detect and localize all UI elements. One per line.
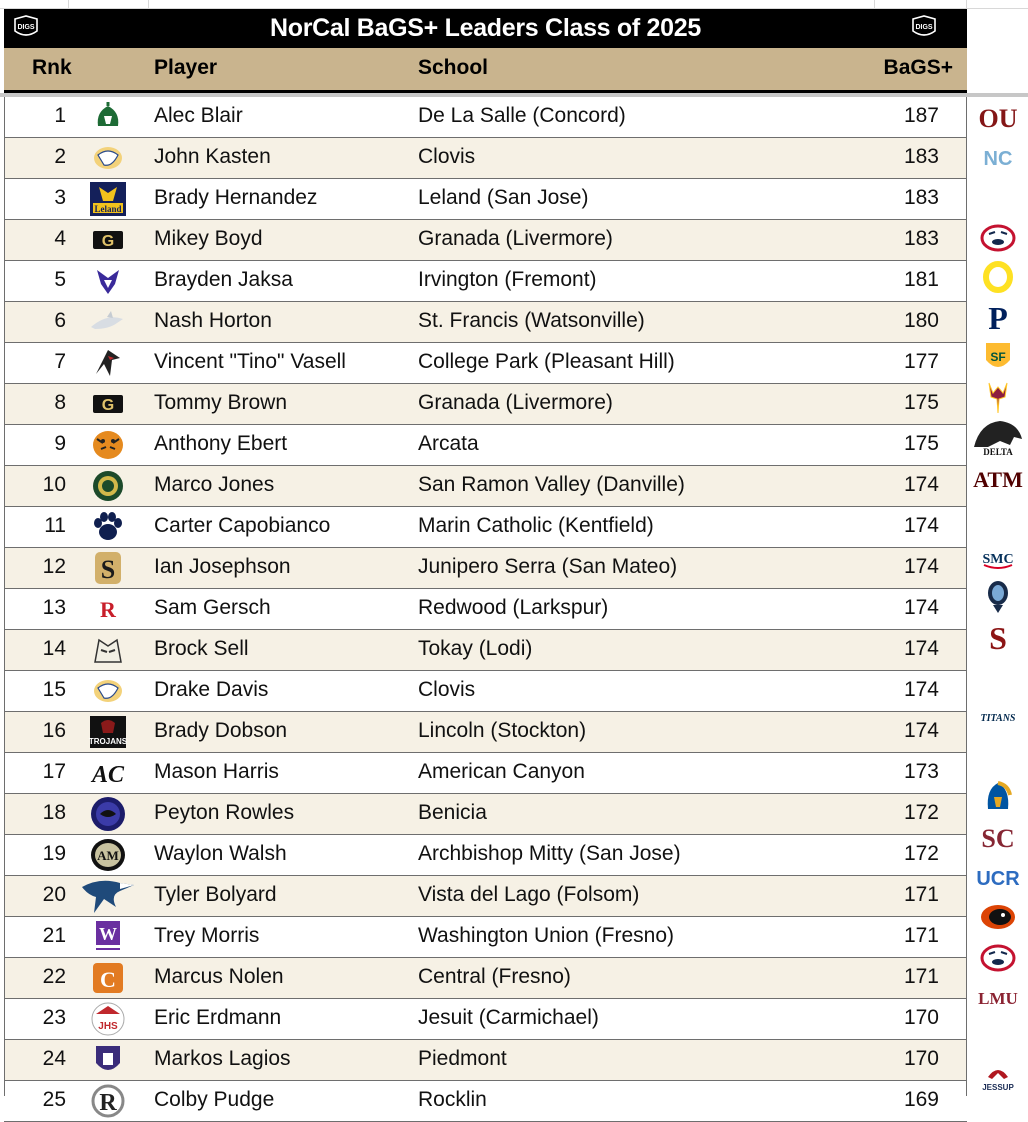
- delta-mustang-icon: [968, 417, 1028, 457]
- table-row: [4, 548, 967, 589]
- score-cell: 174: [903, 719, 939, 742]
- score-cell: 173: [903, 760, 939, 783]
- svg-text:UCR: UCR: [976, 868, 1020, 890]
- granada-g-icon: [88, 387, 128, 421]
- spartan-helmet-icon: [88, 100, 128, 134]
- player-cell: Drake Davis: [154, 678, 269, 701]
- table-row: [4, 671, 967, 712]
- svg-text:R: R: [100, 597, 116, 622]
- texas-am-icon: [968, 457, 1028, 497]
- rank-cell: 17: [42, 760, 66, 783]
- rank-cell: 5: [54, 268, 66, 291]
- svg-text:C: C: [100, 967, 116, 992]
- usf-dons-icon: [968, 337, 1028, 377]
- svg-text:AC: AC: [91, 762, 125, 788]
- score-cell: 171: [903, 965, 939, 988]
- serra-s-icon: [88, 551, 128, 585]
- school-cell: Piedmont: [418, 1047, 507, 1070]
- digs-logo-icon: [12, 15, 40, 39]
- school-cell: Jesuit (Carmichael): [418, 1006, 599, 1029]
- svg-text:S: S: [100, 555, 116, 584]
- digs-logo-icon: [910, 15, 938, 39]
- school-cell: Tokay (Lodi): [418, 637, 533, 660]
- score-cell: 174: [903, 555, 939, 578]
- spreadsheet-grid-top: [0, 0, 1028, 9]
- ucsd-triton-icon: [968, 577, 1028, 617]
- school-cell: Granada (Livermore): [418, 391, 613, 414]
- leaderboard-table: [4, 97, 967, 1122]
- paw-icon: [88, 510, 128, 544]
- rank-cell: 25: [42, 1088, 66, 1111]
- benicia-panther-icon: [88, 797, 128, 831]
- rank-cell: 15: [42, 678, 66, 701]
- rank-cell: 6: [54, 309, 66, 332]
- table-row: [4, 507, 967, 548]
- player-cell: Colby Pudge: [154, 1088, 275, 1111]
- svg-text:P: P: [988, 300, 1008, 336]
- rank-cell: 12: [42, 555, 66, 578]
- player-cell: Alec Blair: [154, 104, 243, 127]
- svg-text:R: R: [99, 1090, 117, 1116]
- table-row: [4, 220, 967, 261]
- cougar-icon: [88, 141, 128, 175]
- player-cell: Vincent "Tino" Vasell: [154, 350, 346, 373]
- school-cell: Washington Union (Fresno): [418, 924, 674, 947]
- rank-cell: 3: [54, 186, 66, 209]
- school-cell: Lincoln (Stockton): [418, 719, 587, 742]
- player-column-header: Player: [154, 56, 218, 79]
- san-jose-state-spartan-icon: [968, 777, 1028, 817]
- school-column-header: School: [418, 56, 489, 79]
- oregon-state-beaver-icon: [968, 897, 1028, 937]
- score-cell: 171: [903, 924, 939, 947]
- svg-text:DELTA: DELTA: [983, 447, 1013, 457]
- score-column-header: BaGS+: [883, 56, 953, 79]
- rank-cell: 13: [42, 596, 66, 619]
- school-cell: Redwood (Larkspur): [418, 596, 609, 619]
- rank-cell: 9: [54, 432, 66, 455]
- rank-cell: 10: [42, 473, 66, 496]
- score-cell: 174: [903, 596, 939, 619]
- school-cell: Leland (San Jose): [418, 186, 589, 209]
- table-row: [4, 794, 967, 835]
- svg-text:ATM: ATM: [973, 467, 1023, 492]
- oregon-o-icon: [968, 257, 1028, 297]
- player-cell: Carter Capobianco: [154, 514, 331, 537]
- rank-cell: 11: [44, 514, 66, 537]
- score-cell: 187: [903, 104, 939, 127]
- table-row: [4, 917, 967, 958]
- srv-seal-icon: [88, 469, 128, 503]
- arizona-state-pitchfork-icon: [968, 377, 1028, 417]
- table-row: [4, 630, 967, 671]
- rank-cell: 16: [42, 719, 66, 742]
- player-cell: Waylon Walsh: [154, 842, 287, 865]
- rank-cell: 22: [42, 965, 66, 988]
- svg-text:S: S: [989, 620, 1007, 656]
- school-cell: Granada (Livermore): [418, 227, 613, 250]
- column-header-row: [4, 48, 967, 93]
- school-cell: Junipero Serra (San Mateo): [418, 555, 678, 578]
- oklahoma-ou-icon: [968, 97, 1028, 137]
- score-cell: 183: [903, 145, 939, 168]
- rank-cell: 24: [42, 1047, 66, 1070]
- table-row: [4, 261, 967, 302]
- tiger-icon: [88, 428, 128, 462]
- score-cell: 170: [903, 1006, 939, 1029]
- table-row: [4, 712, 967, 753]
- player-cell: Brady Hernandez: [154, 186, 318, 209]
- unc-nc-icon: [968, 137, 1028, 177]
- page-title: NorCal BaGS+ Leaders Class of 2025: [270, 14, 701, 42]
- score-cell: 169: [903, 1088, 939, 1111]
- score-cell: 174: [903, 678, 939, 701]
- fresno-state-bulldog-icon: [968, 217, 1028, 257]
- score-cell: 183: [903, 186, 939, 209]
- score-cell: 177: [903, 350, 939, 373]
- table-row: [4, 343, 967, 384]
- school-cell: College Park (Pleasant Hill): [418, 350, 675, 373]
- rocklin-r-icon: [88, 1084, 128, 1118]
- school-cell: Vista del Lago (Folsom): [418, 883, 640, 906]
- rank-cell: 19: [42, 842, 66, 865]
- school-cell: Clovis: [418, 678, 476, 701]
- rank-cell: 18: [42, 801, 66, 824]
- rank-cell: 21: [42, 924, 66, 947]
- school-cell: Marin Catholic (Kentfield): [418, 514, 654, 537]
- granada-g-icon: [88, 223, 128, 257]
- score-cell: 180: [903, 309, 939, 332]
- piedmont-shield-icon: [88, 1043, 128, 1077]
- washington-union-w-icon: [88, 920, 128, 954]
- svg-text:DIGS: DIGS: [915, 24, 933, 31]
- leland-chargers-icon: [88, 182, 128, 216]
- player-cell: Brayden Jaksa: [154, 268, 293, 291]
- svg-text:G: G: [101, 397, 115, 414]
- player-cell: Marco Jones: [154, 473, 275, 496]
- player-cell: Peyton Rowles: [154, 801, 295, 824]
- player-cell: Brock Sell: [154, 637, 249, 660]
- pepperdine-p-icon: [968, 297, 1028, 337]
- table-row: [4, 179, 967, 220]
- score-cell: 172: [903, 842, 939, 865]
- table-row: [4, 384, 967, 425]
- player-cell: Mikey Boyd: [154, 227, 263, 250]
- player-cell: Sam Gersch: [154, 596, 271, 619]
- score-cell: 183: [903, 227, 939, 250]
- player-cell: Tyler Bolyard: [154, 883, 277, 906]
- table-row: [4, 138, 967, 179]
- jesuit-jhs-icon: [88, 1002, 128, 1036]
- svg-text:JESSUP: JESSUP: [982, 1083, 1014, 1092]
- school-cell: Irvington (Fremont): [418, 268, 597, 291]
- school-cell: San Ramon Valley (Danville): [418, 473, 685, 496]
- school-cell: Archbishop Mitty (San Jose): [418, 842, 681, 865]
- tiger-head-icon: [88, 633, 128, 667]
- rank-cell: 7: [54, 350, 66, 373]
- svg-text:TITANS: TITANS: [980, 713, 1016, 724]
- player-cell: Marcus Nolen: [154, 965, 284, 988]
- cal-state-fullerton-titans-icon: [968, 697, 1028, 737]
- trojans-icon: [88, 715, 128, 749]
- title-bar: [4, 9, 967, 48]
- cougar-icon: [88, 674, 128, 708]
- school-cell: Clovis: [418, 145, 476, 168]
- svg-text:SC: SC: [981, 824, 1015, 853]
- table-row: [4, 958, 967, 999]
- player-cell: Nash Horton: [154, 309, 272, 332]
- table-row: [4, 753, 967, 794]
- rank-cell: 8: [54, 391, 66, 414]
- rank-cell: 2: [54, 145, 66, 168]
- score-cell: 172: [903, 801, 939, 824]
- school-cell: Benicia: [418, 801, 487, 824]
- table-row: [4, 999, 967, 1040]
- player-cell: Brady Dobson: [154, 719, 288, 742]
- player-cell: Eric Erdmann: [154, 1006, 282, 1029]
- table-row: [4, 466, 967, 507]
- player-cell: Tommy Brown: [154, 391, 288, 414]
- score-cell: 174: [903, 637, 939, 660]
- svg-text:LMU: LMU: [978, 989, 1018, 1008]
- svg-text:SMC: SMC: [982, 552, 1014, 567]
- table-row: [4, 589, 967, 630]
- school-cell: American Canyon: [418, 760, 585, 783]
- rank-cell: 20: [42, 883, 66, 906]
- ac-wolves-icon: [88, 756, 128, 790]
- rank-cell: 1: [54, 104, 66, 127]
- uc-riverside-ucr-icon: [968, 857, 1028, 897]
- central-grizzly-icon: [88, 961, 128, 995]
- player-cell: Mason Harris: [154, 760, 279, 783]
- svg-text:DIGS: DIGS: [17, 24, 35, 31]
- score-cell: 175: [903, 432, 939, 455]
- school-cell: St. Francis (Watsonville): [418, 309, 645, 332]
- school-cell: Rocklin: [418, 1088, 487, 1111]
- school-cell: Arcata: [418, 432, 479, 455]
- rank-cell: 4: [54, 227, 66, 250]
- eagle-icon: [88, 879, 128, 913]
- player-cell: Ian Josephson: [154, 555, 291, 578]
- score-cell: 181: [903, 268, 939, 291]
- lmu-icon: [968, 977, 1028, 1017]
- santa-clara-sc-icon: [968, 817, 1028, 857]
- player-cell: John Kasten: [154, 145, 271, 168]
- player-cell: Markos Lagios: [154, 1047, 291, 1070]
- shark-icon: [88, 305, 128, 339]
- score-cell: 170: [903, 1047, 939, 1070]
- score-cell: 171: [903, 883, 939, 906]
- score-cell: 175: [903, 391, 939, 414]
- score-cell: 174: [903, 473, 939, 496]
- svg-text:AM: AM: [97, 848, 119, 863]
- rank-cell: 14: [42, 637, 66, 660]
- table-row: [4, 1081, 967, 1122]
- table-row: [4, 835, 967, 876]
- mitty-am-icon: [88, 838, 128, 872]
- svg-text:OU: OU: [978, 104, 1018, 133]
- player-cell: Anthony Ebert: [154, 432, 288, 455]
- school-cell: Central (Fresno): [418, 965, 571, 988]
- falcon-icon: [88, 346, 128, 380]
- viking-icon: [88, 264, 128, 298]
- score-cell: 174: [903, 514, 939, 537]
- table-row: [4, 1040, 967, 1081]
- svg-text:TROJANS: TROJANS: [88, 737, 128, 746]
- svg-text:NC: NC: [983, 148, 1013, 170]
- saint-marys-smc-icon: [968, 537, 1028, 577]
- table-row: [4, 425, 967, 466]
- stanford-s-icon: [968, 617, 1028, 657]
- svg-text:JHS: JHS: [98, 1021, 118, 1032]
- table-row: [4, 876, 967, 917]
- rank-cell: 23: [42, 1006, 66, 1029]
- redwood-r-icon: [88, 592, 128, 626]
- jessup-icon: [968, 1057, 1028, 1097]
- table-row: [4, 97, 967, 138]
- table-row: [4, 302, 967, 343]
- svg-text:W: W: [99, 924, 117, 944]
- svg-text:Leland: Leland: [94, 204, 122, 214]
- svg-text:SF: SF: [990, 350, 1006, 364]
- rank-column-header: Rnk: [32, 56, 72, 79]
- player-cell: Trey Morris: [154, 924, 260, 947]
- school-cell: De La Salle (Concord): [418, 104, 626, 127]
- fresno-state-bulldog-icon: [968, 937, 1028, 977]
- svg-text:G: G: [101, 233, 115, 250]
